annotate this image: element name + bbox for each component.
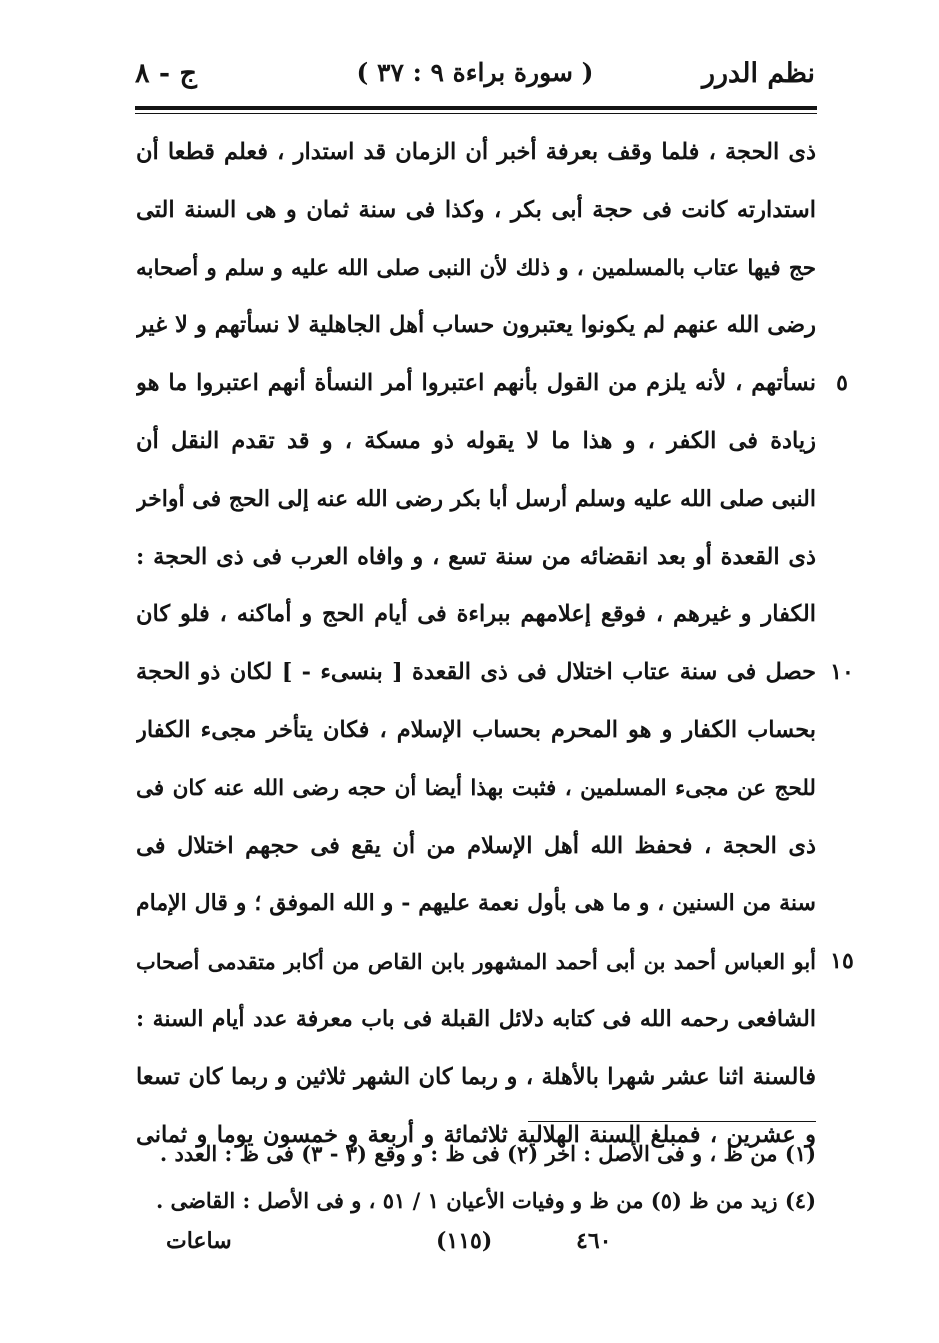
line-text: الشافعى رحمه الله فى كتابه دلائل القبلة فى باب معرفة عدد أيام السنة :	[136, 1005, 816, 1032]
footnote-rule	[528, 1121, 816, 1122]
line-text: زيادة فى الكفر ، و هذا ما لا يقوله ذو مسكة ، و قد تقدم النقل أن	[136, 427, 816, 454]
line-number: ١٠	[830, 659, 854, 686]
line-text: استدارته كانت فى حجة أبى بكر ، وكذا فى سنة ثمان و هى السنة التى	[136, 196, 816, 223]
header-rule-thick	[135, 106, 817, 110]
line-text: النبى صلى الله عليه وسلم أرسل أبا بكر رضى الله عنه إلى الحج فى أواخر	[136, 485, 816, 512]
line-number: ٥	[836, 370, 848, 397]
catchword: ساعات	[166, 1228, 232, 1254]
line-text: للحج عن مجىء المسلمين ، فثبت بهذا أيضا أن حجه رضى الله عنه كان فى	[136, 775, 816, 801]
volume-number: ج - ٨	[135, 58, 197, 89]
line-number: ١٥	[830, 948, 854, 975]
text-line	[136, 529, 816, 587]
line-text: ذى القعدة أو بعد انقضائه من سنة تسع ، و وافاه العرب فى ذى الحجة :	[136, 543, 816, 570]
line-text: و عشرين ، فمبلغ السنة الهلالية ثلاثمائة و أربعة و خمسون يوما و ثمانى	[136, 1121, 816, 1148]
line-text: حصل فى سنة عتاب اختلال فى ذى القعدة [ بنسىء - ] لكان ذو الحجة	[136, 659, 816, 686]
line-text: فالسنة اثنا عشر شهرا بالأهلة ، و ربما كان الشهر ثلاثين و ربما كان تسعا	[136, 1063, 816, 1090]
surah-reference: ( سورة براءة ٩ : ٣٧ )	[356, 58, 594, 87]
text-line	[136, 875, 816, 933]
text-line	[136, 413, 816, 471]
page-header	[135, 52, 815, 102]
footnote: (٤) زيد من ظ (٥) من ظ و وفيات الأعيان ١ / ٥١ ، و فى الأصل : القاضى .	[155, 1188, 816, 1213]
line-text: رضى الله عنهم لم يكونوا يعتبرون حساب أهل الجاهلية لا نسأتهم و لا غير	[136, 312, 816, 339]
line-text: أبو العباس أحمد بن أبى أحمد المشهور بابن القاص من أكابر متقدمى أصحاب	[136, 949, 816, 975]
line-text: حج فيها عتاب بالمسلمين ، و ذلك لأن النبى صلى الله عليه و سلم و أصحابه	[136, 255, 816, 281]
text-line	[136, 355, 848, 413]
text-line	[136, 702, 816, 760]
footnotes	[136, 1130, 816, 1224]
text-line	[136, 933, 854, 991]
text-line	[136, 818, 816, 876]
line-text: نسأتهم ، لأنه يلزم من القول بأنهم اعتبروا أمر النسأة أنهم اعتبروا ما هو	[136, 370, 816, 397]
text-line	[136, 240, 816, 298]
line-text: بحساب الكفار و هو المحرم بحساب الإسلام ، فكان يتأخر مجىء الكفار	[136, 716, 816, 743]
text-line	[136, 760, 816, 818]
main-text	[136, 124, 854, 1164]
text-line	[136, 991, 816, 1049]
book-title: نظم الدرر	[701, 58, 815, 89]
text-line	[136, 1049, 816, 1107]
text-line	[136, 297, 816, 355]
line-text: الكفار و غيرهم ، فوقع إعلامهم ببراءة فى أيام الحج و أماكنه ، فلو كان	[136, 601, 816, 628]
text-line	[136, 644, 854, 702]
line-text: سنة من السنين ، و ما هى بأول نعمة عليهم - و الله الموفق ؛ و قال الإمام	[136, 890, 816, 917]
text-line	[136, 586, 816, 644]
page-number: ٤٦٠	[576, 1228, 612, 1254]
line-text: ذى الحجة ، فلما وقف بعرفة أخبر أن الزمان قد استدار ، فعلم قطعا أن	[136, 139, 816, 165]
header-rule-thin	[135, 113, 817, 114]
footnote: (١) من ظ ، و فى الأصل : اخر (٢) فى ظ : و وقع (٣ - ٣) فى ظ : العدد .	[159, 1141, 816, 1166]
text-line	[136, 124, 816, 182]
text-line	[136, 471, 816, 529]
text-line	[136, 182, 816, 240]
page-footer	[136, 1228, 816, 1268]
line-text: ذى الحجة ، فحفظ الله أهل الإسلام من أن يقع فى حجهم اختلال فى	[136, 832, 816, 859]
section-number: (١١٥)	[436, 1228, 493, 1254]
